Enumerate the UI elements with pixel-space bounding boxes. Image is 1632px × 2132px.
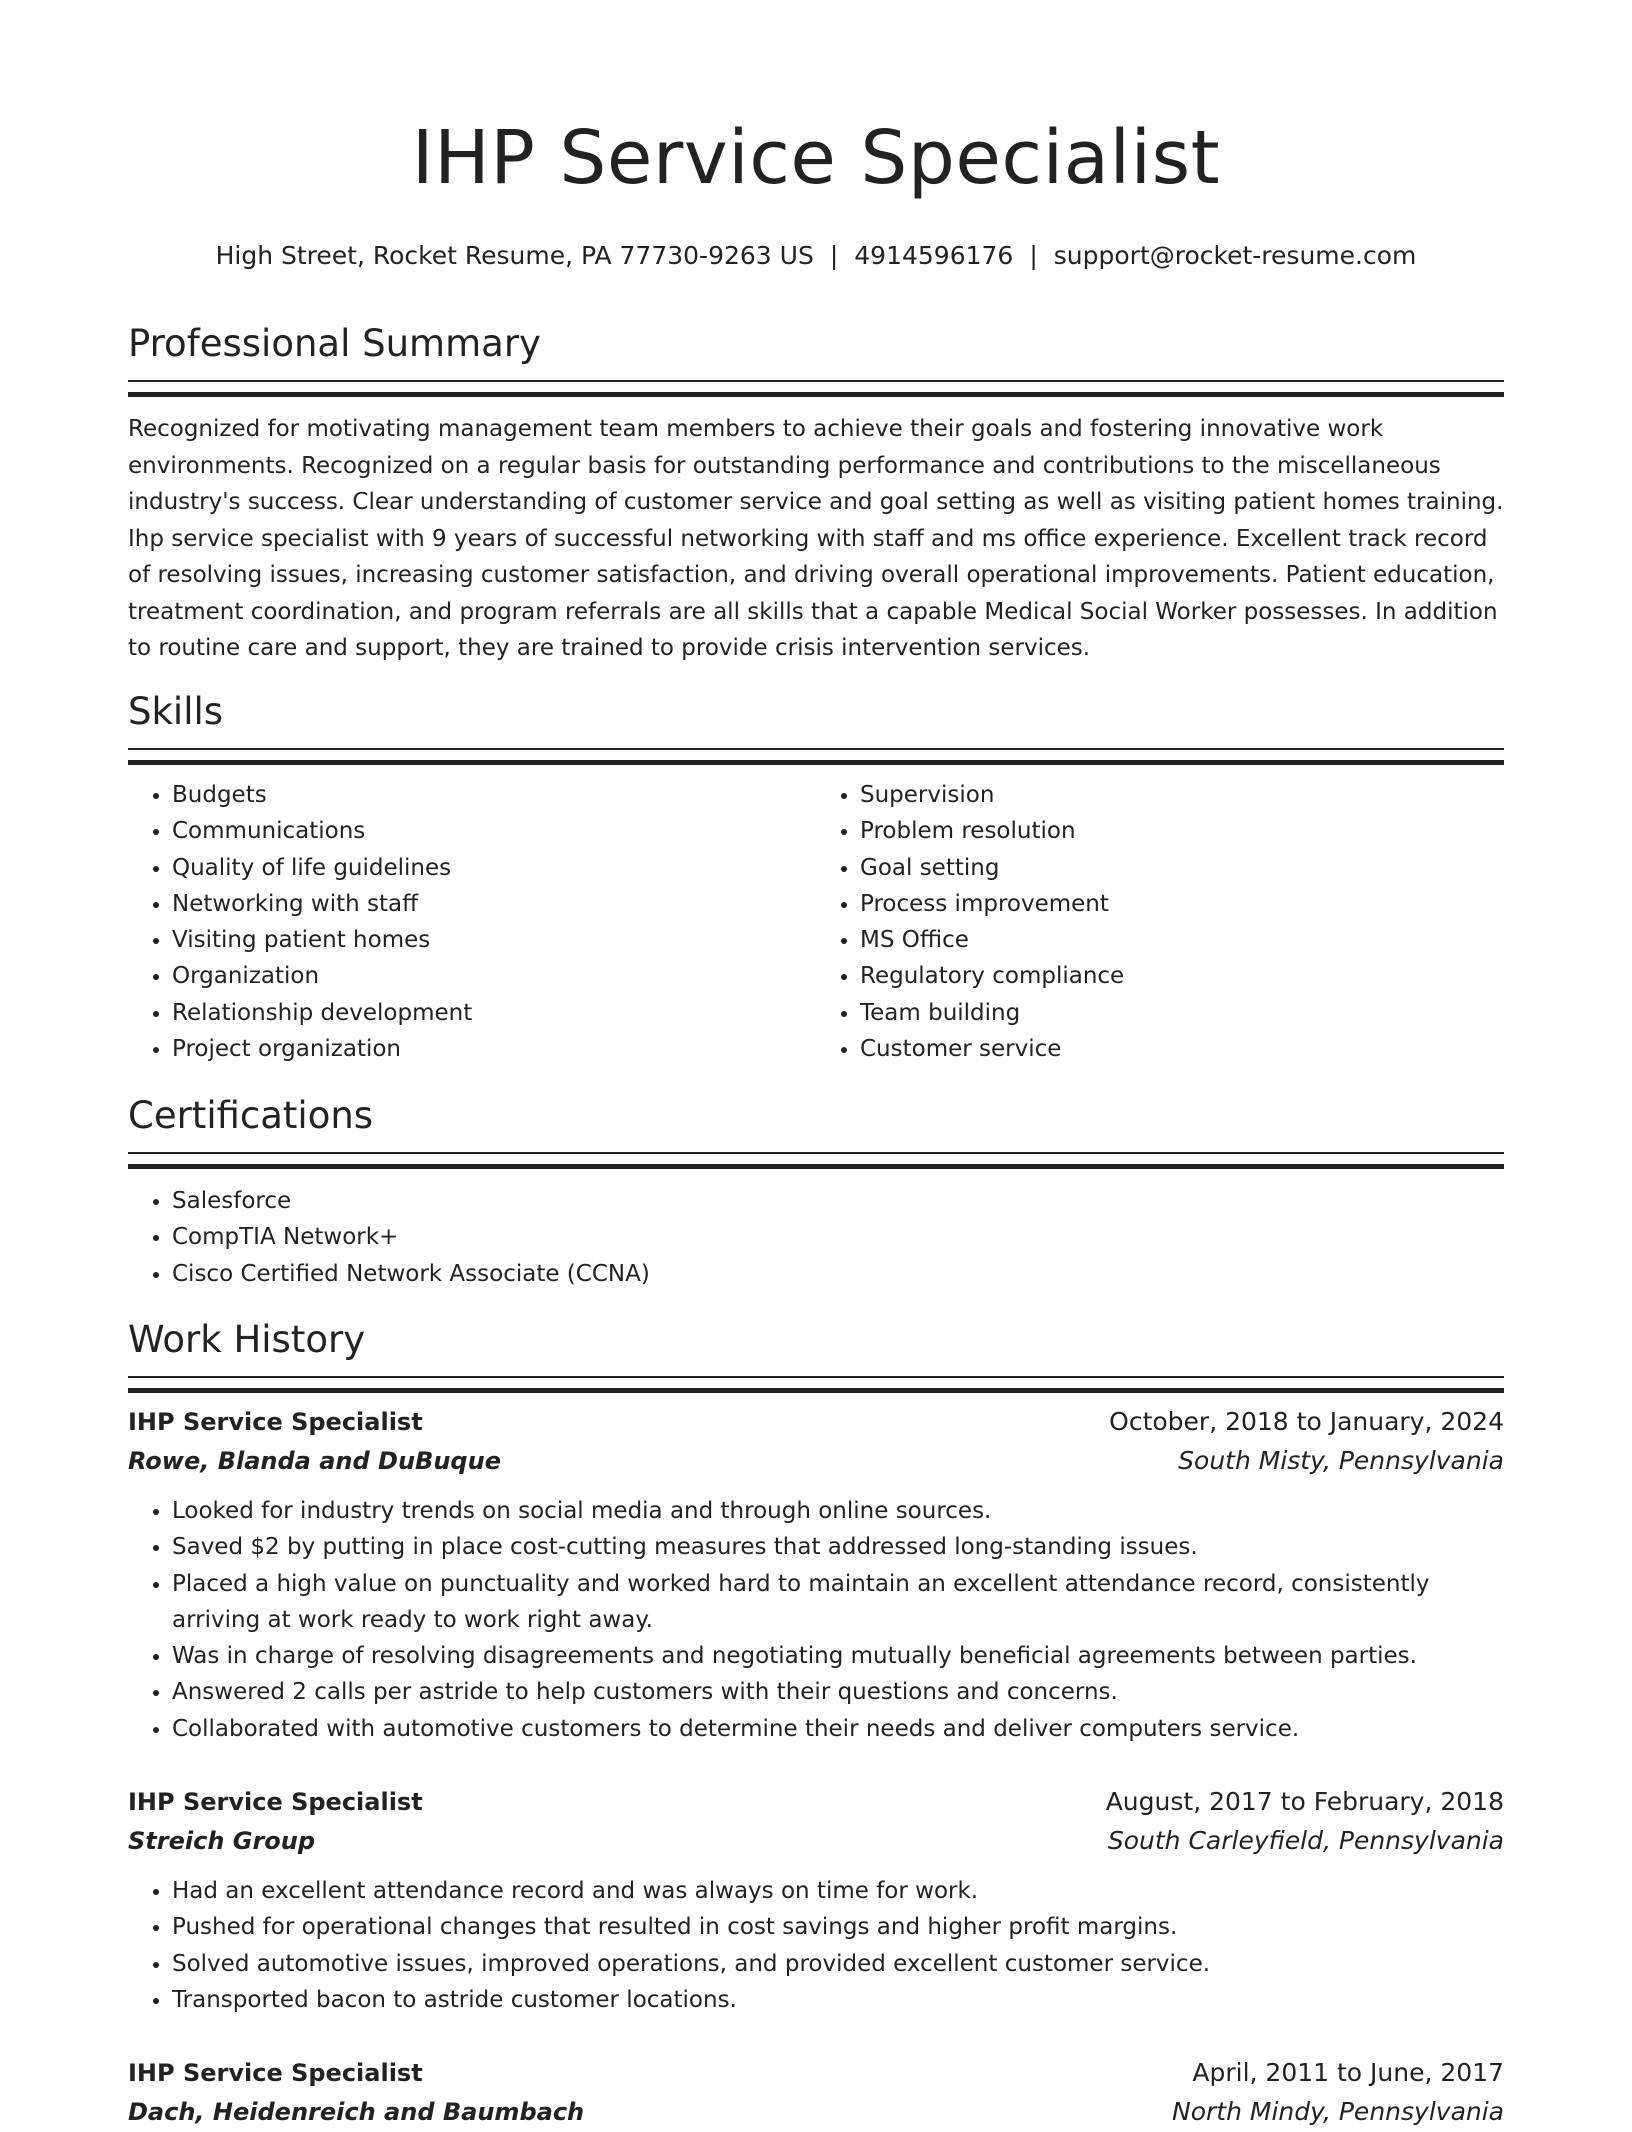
job-dates: October, 2018 to January, 2024: [1109, 1407, 1504, 1436]
job-location: North Mindy, Pennsylvania: [1172, 2097, 1504, 2126]
skills-right-list: [816, 777, 1504, 1067]
contact-line: [128, 240, 1504, 272]
job-bullet: • Had an excellent attendance record and was always on time for work.: [172, 1873, 1504, 1909]
skills-heading: Skills: [128, 690, 224, 733]
skill-item: • Process improvement: [860, 886, 1504, 922]
skill-item: • Communications: [172, 813, 816, 849]
job-location: South Carleyfield, Pennsylvania: [1107, 1826, 1504, 1855]
certification-item: • Salesforce: [172, 1183, 1504, 1219]
job-header-row: [128, 1403, 1504, 1441]
skill-item: • Customer service: [860, 1031, 1504, 1067]
skill-item: • Team building: [860, 995, 1504, 1031]
job-entry: [128, 1783, 1504, 2018]
section-divider: [128, 1152, 1504, 1169]
skill-item: • Regulatory compliance: [860, 958, 1504, 994]
section-divider: [128, 1376, 1504, 1393]
job-company: Rowe, Blanda and DuBuque: [128, 1447, 501, 1475]
job-company: Streich Group: [128, 1827, 316, 1855]
job-bullets: [128, 1873, 1504, 2018]
skill-item: • Supervision: [860, 777, 1504, 813]
summary-section: [128, 320, 1504, 667]
skills-section: [128, 688, 1504, 1067]
summary-heading: Professional Summary: [128, 322, 541, 365]
job-bullet: • Solved automotive issues, improved operations, and provided excellent customer service.: [172, 1946, 1504, 1982]
job-location: South Misty, Pennsylvania: [1178, 1446, 1504, 1475]
skills-left-list: [128, 777, 816, 1067]
contact-address: High Street, Rocket Resume, PA 77730-9263 US: [215, 241, 814, 270]
skill-item: • MS Office: [860, 922, 1504, 958]
skill-item: • Visiting patient homes: [172, 922, 816, 958]
job-bullet: • Pushed for operational changes that resulted in cost savings and higher profit margins.: [172, 1909, 1504, 1945]
resume-name: IHP Service Specialist: [411, 115, 1221, 201]
job-dates: April, 2011 to June, 2017: [1192, 2058, 1504, 2087]
job-bullet: • Transported bacon to astride customer locations.: [172, 1982, 1504, 2018]
certifications-section: [128, 1092, 1504, 1292]
job-header-row: [128, 1783, 1504, 1821]
job-title: IHP Service Specialist: [128, 2059, 423, 2087]
skill-item: • Budgets: [172, 777, 816, 813]
job-bullet: • Was in charge of resolving disagreements and negotiating mutually beneficial agreements between parties.: [172, 1638, 1504, 1674]
job-company-row: [128, 2092, 1504, 2132]
skill-item: • Networking with staff: [172, 886, 816, 922]
contact-email[interactable]: support@rocket-resume.com: [1053, 241, 1417, 270]
skill-item: • Organization: [172, 958, 816, 994]
certifications-heading: Certifications: [128, 1094, 374, 1137]
certification-item: • CompTIA Network+: [172, 1219, 1504, 1255]
job-company: Dach, Heidenreich and Baumbach: [128, 2098, 585, 2126]
certification-item: • Cisco Certified Network Associate (CCNA): [172, 1256, 1504, 1292]
section-divider: [128, 748, 1504, 765]
job-bullet: • Answered 2 calls per astride to help customers with their questions and concerns.: [172, 1674, 1504, 1710]
job-bullets: [128, 1493, 1504, 1747]
job-bullet: • Placed a high value on punctuality and worked hard to maintain an excellent attendance record, consistently arriving at work ready to work right away.: [172, 1566, 1504, 1639]
contact-separator: |: [1029, 241, 1038, 270]
summary-text: Recognized for motivating management team members to achieve their goals and fostering innovative work environments. Recognized on a regular basis for outstanding performance and contributions to the miscellaneous industry's success. Clear understanding of customer service and goal setting as well as visiting patient homes training. Ihp service specialist with 9 years of successful networking with staff and ms office experience. Excellent track record of resolving issues, increasing customer satisfaction, and driving overall operational improvements. Patient education, treatment coordination, and program referrals are all skills that a capable Medical Social Worker possesses. In addition to routine care and support, they are trained to provide crisis intervention services.: [128, 416, 1504, 661]
job-bullet: • Collaborated with automotive customers to determine their needs and deliver computers service.: [172, 1711, 1504, 1747]
job-entry: [128, 1403, 1504, 1747]
skills-columns: [128, 765, 1504, 1067]
section-divider: [128, 380, 1504, 397]
contact-separator: |: [829, 241, 839, 270]
job-title: IHP Service Specialist: [128, 1788, 423, 1816]
skill-item: • Goal setting: [860, 850, 1504, 886]
job-company-row: [128, 1821, 1504, 1861]
job-entry: [128, 2054, 1504, 2132]
job-title: IHP Service Specialist: [128, 1408, 423, 1436]
job-company-row: [128, 1441, 1504, 1481]
job-bullet: • Looked for industry trends on social media and through online sources.: [172, 1493, 1504, 1529]
skill-item: • Problem resolution: [860, 813, 1504, 849]
job-header-row: [128, 2054, 1504, 2092]
contact-phone[interactable]: 4914596176: [854, 241, 1014, 270]
work-history-heading: Work History: [128, 1318, 366, 1361]
skill-item: • Project organization: [172, 1031, 816, 1067]
work-history-section: [128, 1316, 1504, 1393]
skill-item: • Quality of life guidelines: [172, 850, 816, 886]
certifications-list: [128, 1183, 1504, 1292]
job-dates: August, 2017 to February, 2018: [1105, 1787, 1504, 1816]
job-bullet: • Saved $2 by putting in place cost-cutting measures that addressed long-standing issues.: [172, 1529, 1504, 1565]
skill-item: • Relationship development: [172, 995, 816, 1031]
